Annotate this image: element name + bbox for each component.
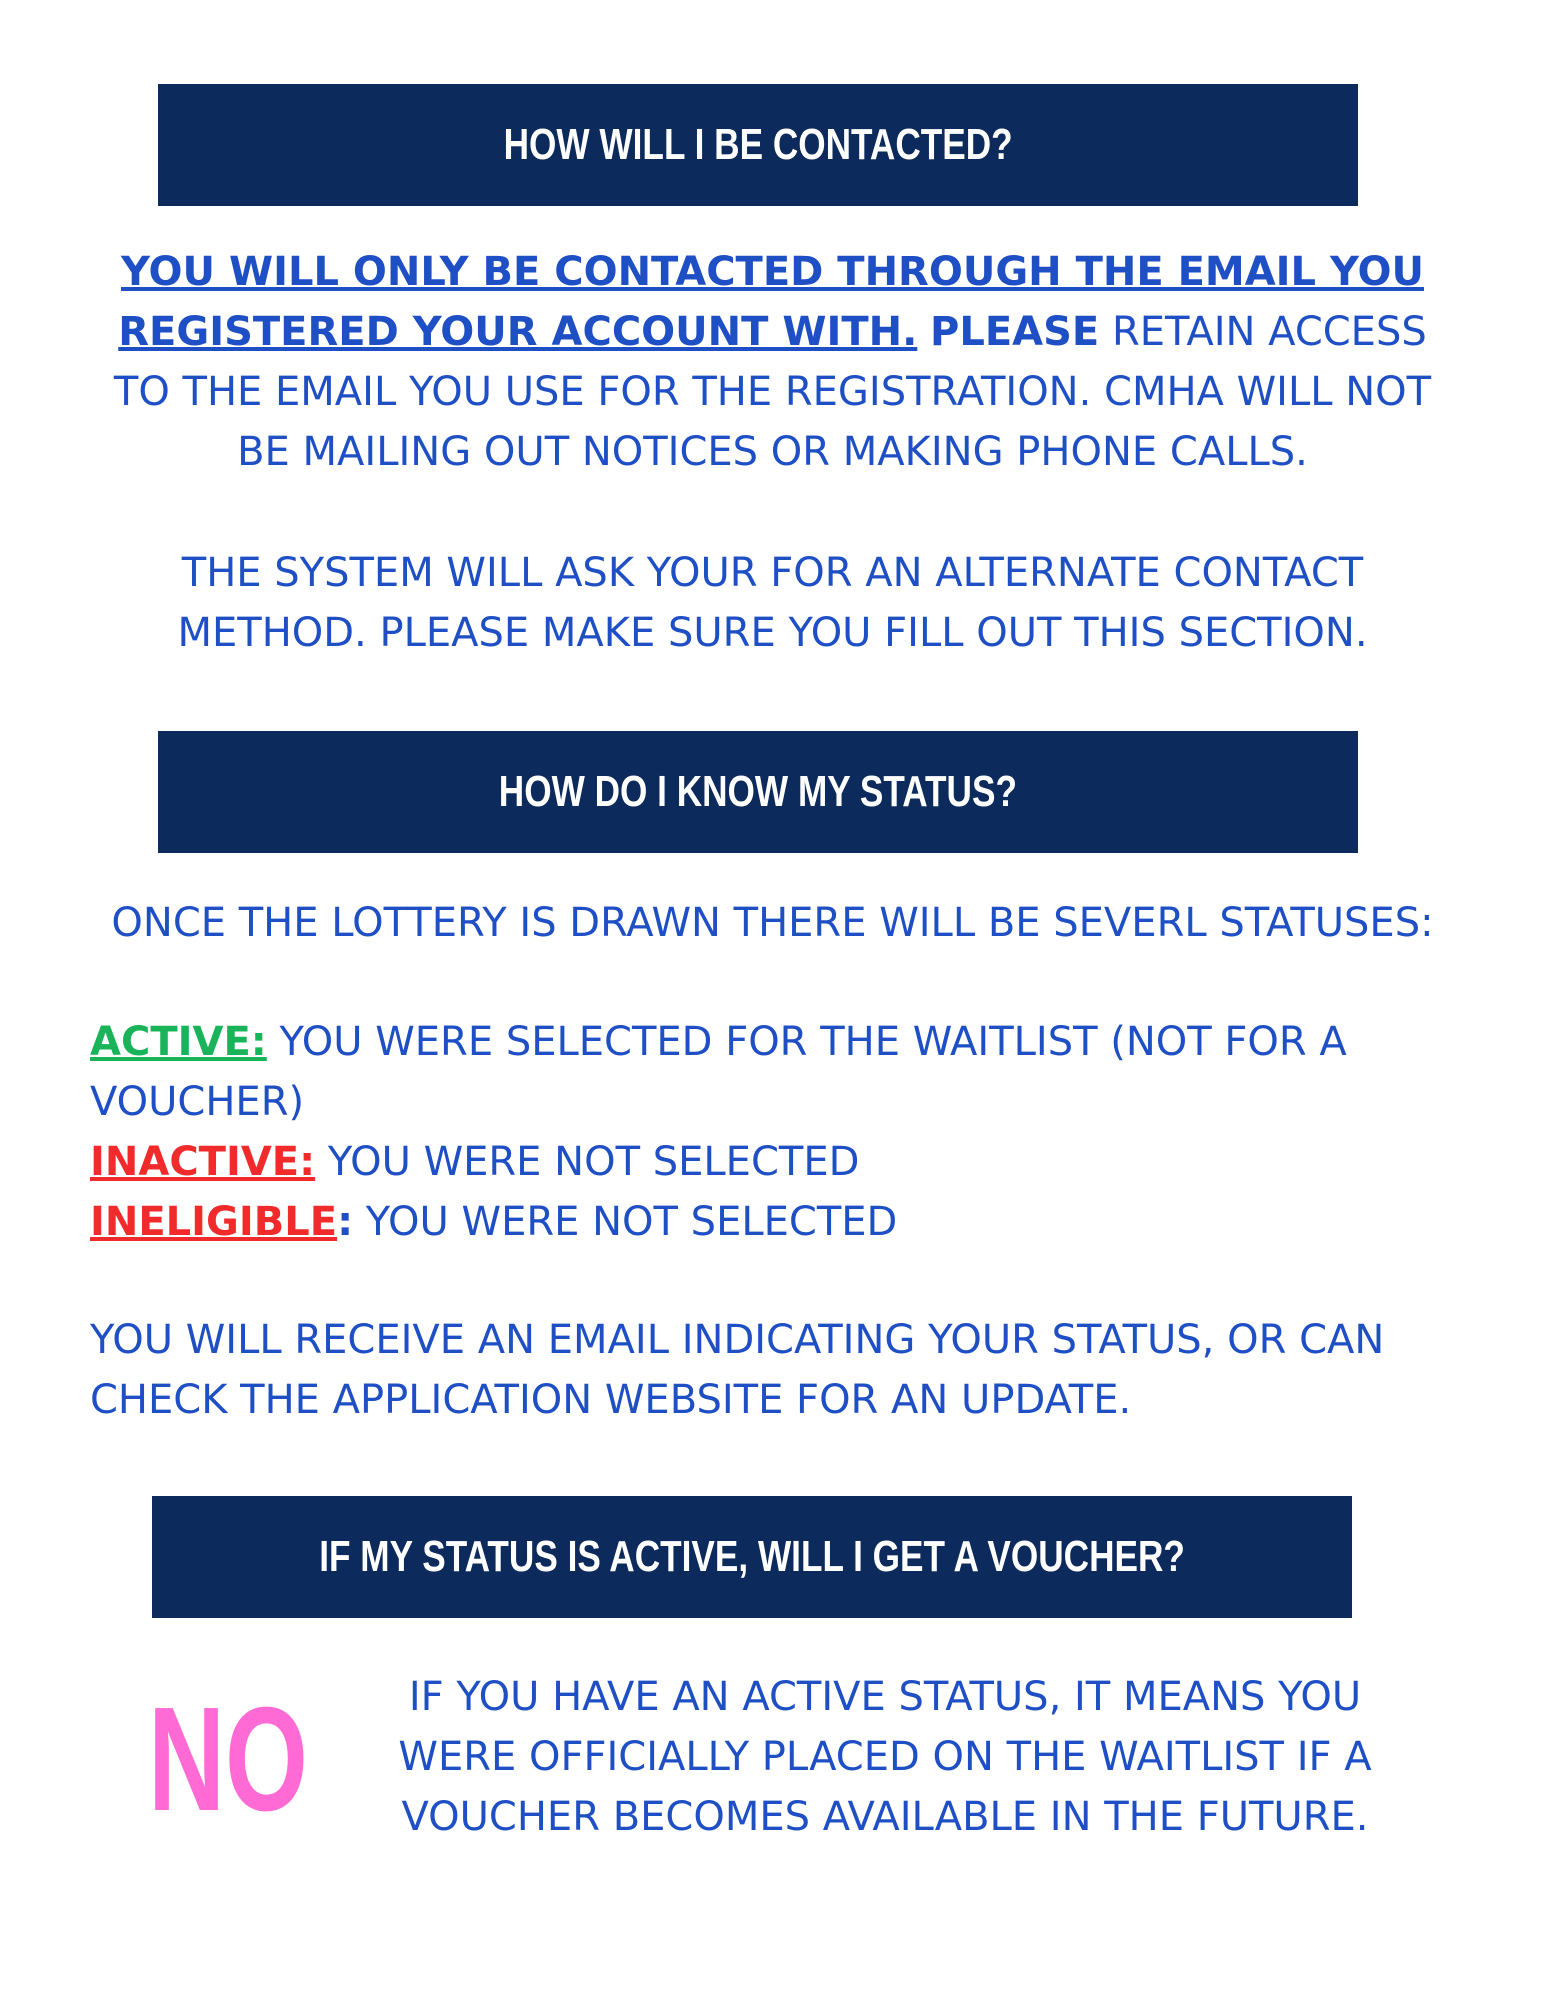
status-colon-ineligible: :	[337, 1199, 354, 1245]
contact-email-link[interactable]: YOU WILL ONLY BE CONTACTED THROUGH THE EMAIL YOU REGISTERED YOUR ACCOUNT WITH.	[118, 249, 1424, 355]
voucher-explanation-text: IF YOU HAVE AN ACTIVE STATUS, IT MEANS YOU WERE OFFICIALLY PLACED ON THE WAITLIST IF A VOUCHER BECOMES AVAILABLE IN THE FUTURE.	[398, 1674, 1372, 1840]
status-outro	[90, 1310, 1470, 1430]
answer-no	[140, 1677, 315, 1842]
heading-voucher: IF MY STATUS IS ACTIVE, WILL I GET A VOUCHER?	[319, 1532, 1185, 1581]
answer-no-text: NO	[147, 1677, 308, 1842]
status-outro-text: YOU WILL RECEIVE AN EMAIL INDICATING YOUR STATUS, OR CAN CHECK THE APPLICATION WEBSITE FOR AN UPDATE.	[90, 1317, 1385, 1423]
status-list	[90, 1012, 1460, 1252]
heading-banner-voucher	[152, 1496, 1352, 1618]
status-text-inactive: YOU WERE NOT SELECTED	[327, 1139, 860, 1185]
heading-contacted: HOW WILL I BE CONTACTED?	[503, 120, 1013, 169]
status-intro-text: ONCE THE LOTTERY IS DRAWN THERE WILL BE SEVERL STATUSES:	[111, 900, 1434, 946]
heading-banner-contacted	[158, 84, 1358, 206]
alternate-contact-text: THE SYSTEM WILL ASK YOUR FOR AN ALTERNATE CONTACT METHOD. PLEASE MAKE SURE YOU FILL OUT THIS SECTION.	[177, 550, 1368, 656]
contact-rest-text: RETAIN ACCESS TO THE EMAIL YOU USE FOR THE REGISTRATION. CMHA WILL NOT BE MAILING OUT NOTICES OR MAKING PHONE CALLS.	[113, 309, 1432, 475]
status-label-active: ACTIVE:	[90, 1019, 267, 1065]
heading-status: HOW DO I KNOW MY STATUS?	[498, 767, 1018, 816]
status-item-active	[90, 1012, 1460, 1132]
status-label-inactive: INACTIVE:	[90, 1139, 316, 1185]
alternate-contact-paragraph	[130, 543, 1415, 663]
status-item-ineligible	[90, 1192, 1460, 1252]
status-text-ineligible: YOU WERE NOT SELECTED	[365, 1199, 898, 1245]
please-bold: PLEASE	[930, 309, 1100, 355]
status-text-active: YOU WERE SELECTED FOR THE WAITLIST (NOT FOR A VOUCHER)	[90, 1019, 1347, 1125]
status-label-ineligible: INELIGIBLE	[90, 1199, 338, 1245]
status-intro	[80, 893, 1465, 953]
voucher-explanation	[355, 1667, 1415, 1847]
status-item-inactive	[90, 1132, 1460, 1192]
heading-banner-status	[158, 731, 1358, 853]
contact-paragraph	[100, 242, 1445, 482]
